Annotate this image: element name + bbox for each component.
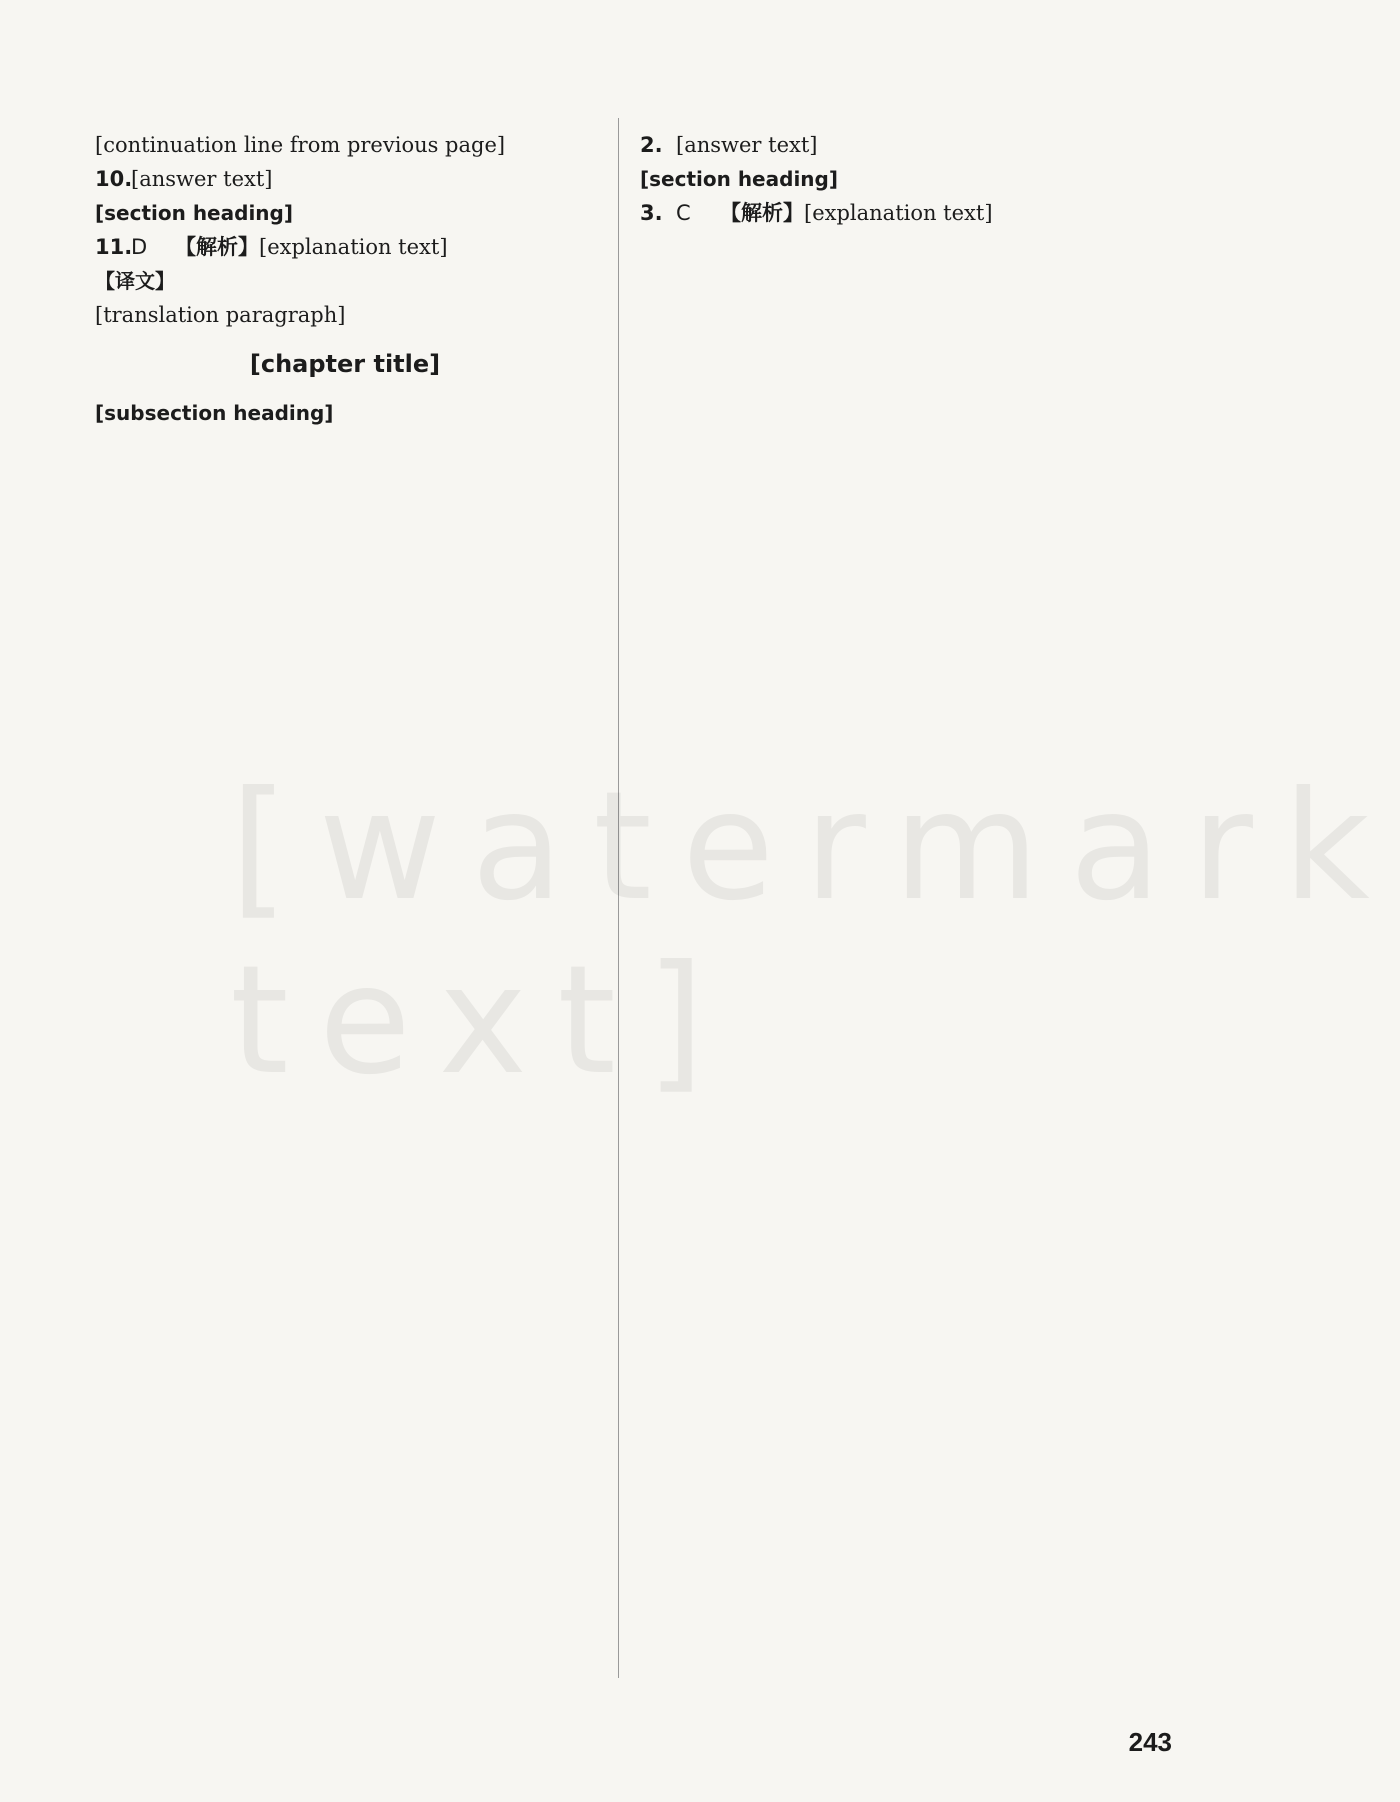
translation-heading: 【译文】 (95, 269, 175, 293)
section-heading: [section heading] (640, 167, 838, 191)
answer-item (95, 162, 595, 196)
item-answer: D (131, 235, 148, 259)
item-number: 3. (640, 201, 663, 225)
explanation-text: [explanation text] (804, 201, 993, 225)
right-column (640, 128, 1140, 230)
column-divider (618, 118, 619, 1678)
subsection-heading: [subsection heading] (95, 401, 334, 425)
continuation-line: [continuation line from previous page] (95, 133, 506, 157)
page-body (95, 128, 1175, 1728)
analysis-tag: 【解析】 (720, 201, 804, 225)
left-column (95, 128, 595, 430)
item-text: [answer text] (676, 133, 818, 157)
answer-item (640, 196, 1140, 230)
page-number: 243 (1128, 1727, 1172, 1757)
item-number: 10. (95, 167, 133, 191)
analysis-tag: 【解析】 (175, 235, 259, 259)
watermark: [watermark text] (230, 760, 1400, 1108)
explanation-text: [explanation text] (259, 235, 448, 259)
answer-item (95, 230, 595, 264)
item-answer: C (676, 201, 691, 225)
chapter-title: [chapter title] (249, 350, 441, 378)
item-number: 2. (640, 133, 663, 157)
translation-body: [translation paragraph] (95, 303, 346, 327)
item-number: 11. (95, 235, 133, 259)
section-heading: [section heading] (95, 201, 293, 225)
item-text: [answer text] (131, 167, 273, 191)
item-explanation (175, 230, 595, 264)
answer-item (640, 128, 1140, 162)
item-explanation (720, 196, 1140, 230)
